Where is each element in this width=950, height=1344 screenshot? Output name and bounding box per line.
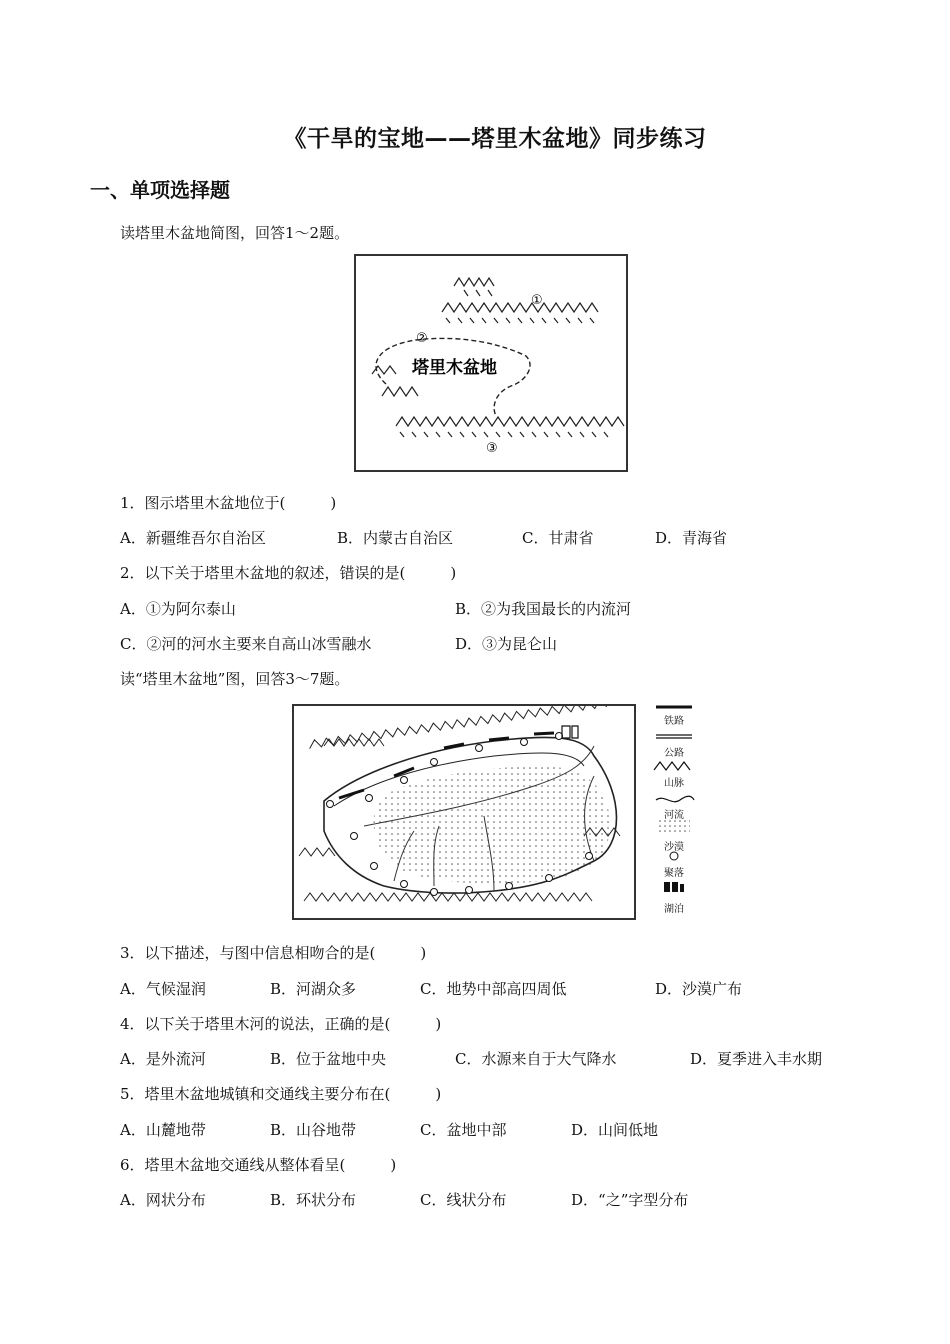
q6-option-a[interactable]: A．网状分布 [120, 1191, 206, 1209]
q3-option-d[interactable]: D．沙漠广布 [655, 980, 743, 998]
q4-option-d[interactable]: D．夏季进入丰水期 [690, 1050, 823, 1068]
q5-option-d[interactable]: D．山间低地 [571, 1121, 659, 1139]
intro-text-1: 读塔里木盆地简图，回答1～2题。 [120, 224, 350, 242]
q2-option-d[interactable]: D．③为昆仑山 [455, 635, 558, 653]
basin-detail-map [292, 704, 636, 920]
q3-option-a[interactable]: A．气候湿润 [120, 980, 206, 998]
q5-option-a[interactable]: A．山麓地带 [120, 1121, 206, 1139]
q3-option-c[interactable]: C．地势中部高四周低 [420, 980, 567, 998]
marker-2: ② [416, 331, 428, 346]
q6-option-c[interactable]: C．线状分布 [420, 1191, 507, 1209]
page-title: 《干旱的宝地——塔里木盆地》同步练习 [283, 126, 707, 152]
legend-river: 河流 [664, 810, 684, 821]
legend-desert: 沙漠 [664, 842, 684, 853]
question-1-stem: 1．图示塔里木盆地位于( ) [120, 494, 337, 512]
question-4-stem: 4．以下关于塔里木河的说法，正确的是( ) [120, 1015, 442, 1033]
q1-option-d[interactable]: D．青海省 [655, 529, 728, 547]
legend-highway: 公路 [664, 748, 684, 759]
q2-option-a[interactable]: A．①为阿尔泰山 [120, 600, 236, 618]
question-6-stem: 6．塔里木盆地交通线从整体看呈( ) [120, 1156, 397, 1174]
q3-option-b[interactable]: B．河湖众多 [270, 980, 357, 998]
lake-shape [562, 726, 578, 738]
section-heading: 一、单项选择题 [90, 178, 230, 202]
map-legend [648, 704, 700, 920]
q1-option-b[interactable]: B．内蒙古自治区 [337, 529, 454, 547]
q5-option-b[interactable]: B．山谷地带 [270, 1121, 357, 1139]
q1-option-c[interactable]: C．甘肃省 [522, 529, 594, 547]
legend-settlement: 聚落 [664, 868, 684, 879]
marker-1: ① [531, 293, 543, 308]
marker-3: ③ [486, 441, 498, 456]
legend-railway: 铁路 [664, 716, 684, 727]
q6-option-d[interactable]: D．“之”字型分布 [571, 1191, 689, 1209]
intro-text-2: 读“塔里木盆地”图，回答3～7题。 [120, 670, 350, 688]
q5-option-c[interactable]: C．盆地中部 [420, 1121, 507, 1139]
legend-mountain: 山脉 [664, 778, 684, 789]
q2-option-b[interactable]: B．②为我国最长的内流河 [455, 600, 632, 618]
q4-option-a[interactable]: A．是外流河 [120, 1050, 206, 1068]
question-3-stem: 3．以下描述，与图中信息相吻合的是( ) [120, 944, 427, 962]
question-5-stem: 5．塔里木盆地城镇和交通线主要分布在( ) [120, 1085, 442, 1103]
q4-option-c[interactable]: C．水源来自于大气降水 [455, 1050, 617, 1068]
q4-option-b[interactable]: B．位于盆地中央 [270, 1050, 387, 1068]
q6-option-b[interactable]: B．环状分布 [270, 1191, 357, 1209]
q1-option-a[interactable]: A．新疆维吾尔自治区 [120, 529, 266, 547]
basin-label: 塔里木盆地 [412, 358, 497, 378]
southern-mountains-shape [372, 366, 624, 437]
question-2-stem: 2．以下关于塔里木盆地的叙述，错误的是( ) [120, 564, 457, 582]
legend-lake: 湖泊 [664, 904, 684, 915]
northern-mountains-shape [442, 278, 598, 323]
basin-sketch-map [354, 254, 628, 472]
q2-option-c[interactable]: C．②河的河水主要来自高山冰雪融水 [120, 635, 372, 653]
